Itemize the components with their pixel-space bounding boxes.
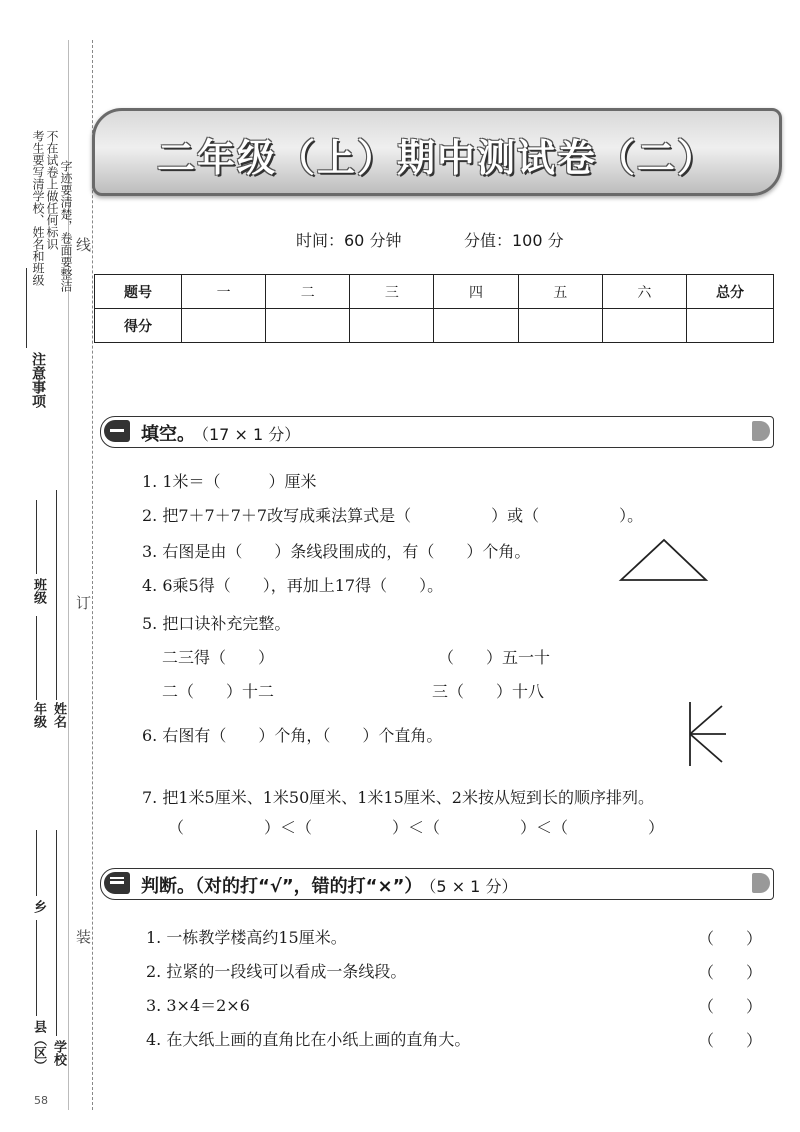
score-info: 分值：100 分 [464, 231, 564, 250]
score-cell[interactable] [266, 309, 350, 343]
section-2-header [100, 868, 774, 900]
section-1-endcap [752, 421, 770, 441]
notice-bracket [26, 268, 41, 348]
question-1: 1. 1米＝（ ）厘米 [142, 472, 317, 491]
judge-item-1: 1. 一栋教学楼高约15厘米。 [146, 928, 347, 947]
question-5: 5. 把口诀补充完整。 [142, 614, 291, 633]
township-label: 乡 [31, 900, 46, 913]
judge-blank-4[interactable]: （ ） [698, 1031, 763, 1050]
township-blank[interactable] [36, 830, 37, 896]
table-cell: 二 [266, 275, 350, 309]
name-blank[interactable] [56, 490, 57, 700]
score-cell[interactable] [602, 309, 686, 343]
judge-item-4: 4. 在大纸上画的直角比在小纸上画的直角大。 [146, 1030, 471, 1049]
notice-line-1: 考生要写清学校、姓名和班级 [31, 130, 45, 286]
score-table-score-row [95, 309, 774, 343]
line-mark: 线 [76, 236, 92, 254]
question-5b: （ ）五一十 [438, 648, 551, 667]
score-cell[interactable] [350, 309, 434, 343]
judge-blank-1[interactable]: （ ） [698, 929, 763, 948]
section-1-header [100, 416, 774, 448]
table-cell: 三 [350, 275, 434, 309]
table-cell: 六 [602, 275, 686, 309]
notice-line-3: 字迹要清楚，卷面要整洁 [59, 160, 73, 292]
score-table-header-row [95, 275, 774, 309]
class-blank[interactable] [36, 500, 37, 574]
grade-blank[interactable] [36, 616, 37, 700]
table-cell: 得分 [95, 309, 182, 343]
question-7-answer[interactable]: （ ）＜（ ）＜（ ）＜（ ） [168, 818, 665, 837]
county-blank[interactable] [36, 920, 37, 1016]
section-1-title: 填空。 （17 × 1 分） [141, 424, 301, 445]
question-7: 7. 把1米5厘米、1米50厘米、1米15厘米、2米按从短到长的顺序排列。 [142, 788, 654, 807]
judge-blank-3[interactable]: （ ） [698, 997, 763, 1016]
score-cell[interactable] [434, 309, 518, 343]
table-cell: 题号 [95, 275, 182, 309]
notice-line-2: 不在试卷上做任何标识 [45, 130, 59, 250]
school-label: 学校 [51, 1040, 66, 1066]
staple-mark: 装 [76, 928, 92, 946]
table-cell: 总分 [687, 275, 774, 309]
score-cell[interactable] [687, 309, 774, 343]
judge-item-2: 2. 拉紧的一段线可以看成一条线段。 [146, 962, 407, 981]
judge-blank-2[interactable]: （ ） [698, 963, 763, 982]
class-label: 班级 [31, 578, 46, 604]
section-1-score: （17 × 1 分） [201, 425, 301, 444]
bind-mark: 订 [76, 594, 92, 612]
question-2: 2. 把7＋7＋7＋7改写成乘法算式是（ ）或（ ）。 [142, 506, 644, 525]
notice-label: 注意事项 [30, 352, 46, 408]
table-cell: 四 [434, 275, 518, 309]
section-2-endcap [752, 873, 770, 893]
question-3: 3. 右图是由（ ）条线段围成的，有（ ）个角。 [142, 542, 531, 561]
county-label: 县（区） [31, 1020, 46, 1072]
judge-item-3: 3. 3×4＝2×6 [146, 996, 250, 1015]
section-2-badge [104, 872, 130, 894]
score-cell[interactable] [182, 309, 266, 343]
question-4: 4. 6乘5得（ ），再加上17得（ ）。 [142, 576, 444, 595]
table-cell: 一 [182, 275, 266, 309]
score-cell[interactable] [518, 309, 602, 343]
section-2-title: 判断。（对的打“√”，错的打“×”） （5 × 1 分） [141, 876, 518, 897]
name-label: 姓名 [51, 702, 66, 728]
question-6: 6. 右图有（ ）个角，（ ）个直角。 [142, 726, 443, 745]
question-5a: 二三得（ ） [162, 648, 275, 667]
school-blank[interactable] [56, 830, 57, 1036]
score-table [94, 274, 774, 343]
margin-cut-line [92, 40, 93, 1110]
section-2-score: （5 × 1 分） [428, 877, 518, 896]
triangle-figure [618, 536, 710, 584]
time-info: 时间：60 分钟 [296, 231, 402, 250]
question-5c: 二（ ）十二 [162, 682, 275, 701]
section-1-badge [104, 420, 130, 442]
angle-figure [682, 698, 732, 770]
page-title: 二年级（上）期中测试卷（二） [156, 136, 717, 180]
grade-label: 年级 [31, 702, 46, 728]
title-banner [92, 108, 782, 196]
question-5d: 三（ ）十八 [432, 682, 545, 701]
table-cell: 五 [518, 275, 602, 309]
page-number: 58 [34, 1094, 48, 1107]
